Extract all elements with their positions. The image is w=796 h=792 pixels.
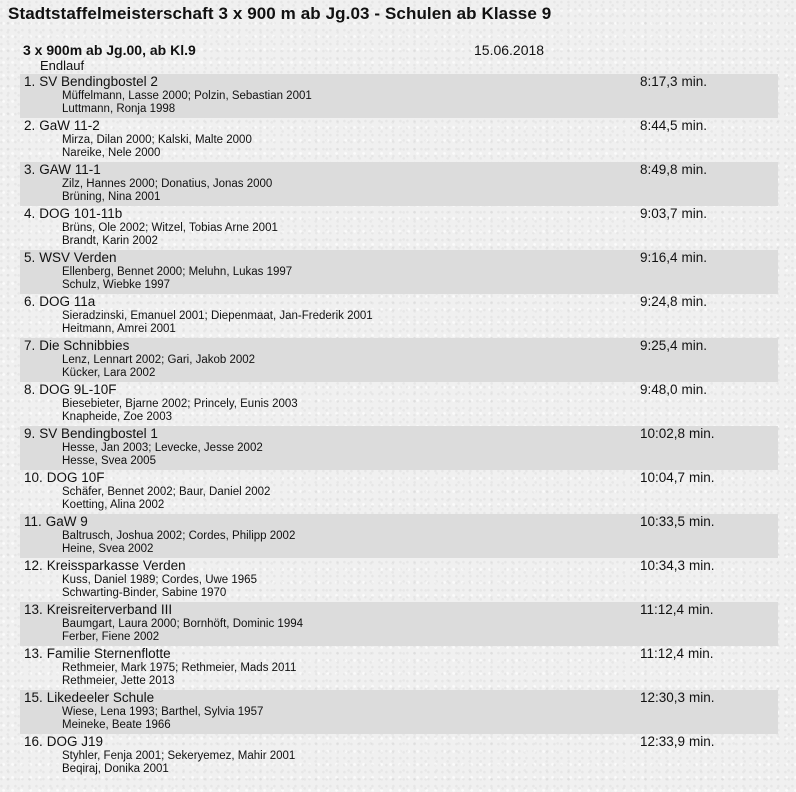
result-members-line2: Brandt, Karin 2002	[62, 235, 158, 247]
result-time-unit: min.	[681, 74, 708, 89]
result-time-cell	[640, 294, 707, 309]
result-row	[20, 558, 778, 602]
result-row	[20, 602, 778, 646]
result-time: 12:30,3	[640, 690, 686, 705]
result-time: 11:12,4	[640, 646, 685, 661]
result-members-line2: Hesse, Svea 2005	[62, 455, 156, 467]
result-row	[20, 426, 778, 470]
result-place-team	[24, 602, 172, 617]
result-team: DOG 9L-10F	[39, 382, 117, 397]
result-place-team	[24, 118, 100, 133]
result-time-unit: min.	[681, 382, 708, 397]
result-time-unit: min.	[681, 162, 708, 177]
result-members-line2: Knapheide, Zoe 2003	[62, 411, 172, 423]
result-place-team	[24, 74, 158, 89]
result-place-team	[24, 514, 88, 529]
result-members-line2: Schwarting-Binder, Sabine 1970	[62, 587, 227, 599]
result-members-line2: Brüning, Nina 2001	[62, 191, 161, 203]
result-team: Kreissparkasse Verden	[46, 558, 186, 573]
result-time-unit: min.	[689, 514, 715, 529]
result-time-cell	[640, 646, 714, 661]
result-members-line1: Schäfer, Bennet 2002; Baur, Daniel 2002	[62, 486, 271, 498]
result-time: 8:44,5	[640, 118, 678, 133]
result-place: 8.	[24, 382, 36, 397]
result-row	[20, 690, 778, 734]
result-time-unit: min.	[681, 206, 708, 221]
result-place: 13.	[24, 602, 43, 617]
result-row	[20, 74, 778, 118]
result-time-unit: min.	[689, 470, 715, 485]
result-members-line1: Müffelmann, Lasse 2000; Polzin, Sebastian 2001	[62, 90, 312, 102]
result-time: 8:17,3	[640, 74, 678, 89]
result-members-line1: Brüns, Ole 2002; Witzel, Tobias Arne 2001	[62, 222, 278, 234]
result-place: 12.	[24, 558, 43, 573]
result-place-team	[24, 646, 171, 661]
result-row	[20, 250, 778, 294]
result-place-team	[24, 250, 117, 265]
result-team: DOG J19	[46, 734, 104, 749]
result-team: Familie Sternenflotte	[46, 646, 171, 661]
result-members-line1: Lenz, Lennart 2002; Gari, Jakob 2002	[62, 354, 256, 366]
result-members-line2: Koetting, Alina 2002	[62, 499, 165, 511]
result-row	[20, 470, 778, 514]
result-team: SV Bendingbostel 2	[39, 74, 158, 89]
result-time: 9:25,4	[640, 338, 678, 353]
result-team: SV Bendingbostel 1	[39, 426, 158, 441]
result-place: 11.	[24, 514, 42, 529]
result-time-unit: min.	[681, 294, 708, 309]
result-place: 4.	[24, 206, 36, 221]
result-members-line1: Hesse, Jan 2003; Levecke, Jesse 2002	[62, 442, 263, 454]
result-time: 10:02,8	[640, 426, 686, 441]
result-time-unit: min.	[688, 602, 714, 617]
result-team: Kreisreiterverband III	[46, 602, 173, 617]
result-team: DOG 10F	[46, 470, 105, 485]
result-members-line2: Rethmeier, Jette 2013	[62, 675, 175, 687]
result-time: 12:33,9	[640, 734, 686, 749]
result-place-team	[24, 734, 103, 749]
result-members-line2: Heine, Svea 2002	[62, 543, 154, 555]
result-time: 9:16,4	[640, 250, 678, 265]
result-time: 10:04,7	[640, 470, 686, 485]
result-time-unit: min.	[689, 558, 715, 573]
round-label: Endlauf	[40, 58, 85, 73]
result-team: GAW 11-1	[39, 162, 101, 177]
result-members-line2: Ferber, Fiene 2002	[62, 631, 160, 643]
result-time: 10:33,5	[640, 514, 686, 529]
result-time-unit: min.	[681, 338, 708, 353]
result-place: 9.	[24, 426, 36, 441]
result-members-line2: Beqiraj, Donika 2001	[62, 763, 169, 775]
result-place: 13.	[24, 646, 43, 661]
result-time-cell	[640, 690, 715, 705]
result-row	[20, 514, 778, 558]
result-members-line2: Schulz, Wiebke 1997	[62, 279, 171, 291]
result-place-team	[24, 382, 117, 397]
results-list	[20, 74, 778, 778]
result-time-unit: min.	[689, 734, 715, 749]
result-members-line1: Mirza, Dilan 2000; Kalski, Malte 2000	[62, 134, 252, 146]
result-time: 10:34,3	[640, 558, 686, 573]
result-time-cell	[640, 74, 707, 89]
result-members-line2: Meineke, Beate 1966	[62, 719, 171, 731]
result-time-cell	[640, 382, 707, 397]
result-team: GaW 11-2	[39, 118, 100, 133]
result-members-line1: Ellenberg, Bennet 2000; Meluhn, Lukas 1997	[62, 266, 293, 278]
result-place-team	[24, 162, 101, 177]
result-time-unit: min.	[688, 646, 714, 661]
result-members-line2: Luttmann, Ronja 1998	[62, 103, 176, 115]
result-place-team	[24, 426, 158, 441]
result-place-team	[24, 206, 122, 221]
result-team: GaW 9	[45, 514, 88, 529]
result-row	[20, 734, 778, 778]
event-title: 3 x 900m ab Jg.00, ab Kl.9	[23, 42, 196, 58]
result-time-cell	[640, 734, 715, 749]
result-place: 2.	[24, 118, 36, 133]
result-members-line1: Zilz, Hannes 2000; Donatius, Jonas 2000	[62, 178, 273, 190]
page-title: Stadtstaffelmeisterschaft 3 x 900 m ab Jg.03 - Schulen ab Klasse 9	[8, 4, 552, 23]
result-place: 6.	[24, 294, 36, 309]
result-team: Die Schnibbies	[39, 338, 130, 353]
result-place: 3.	[24, 162, 36, 177]
result-place: 5.	[24, 250, 36, 265]
result-time-cell	[640, 426, 715, 441]
result-row	[20, 162, 778, 206]
result-time-unit: min.	[689, 426, 715, 441]
result-row	[20, 646, 778, 690]
result-time-cell	[640, 118, 707, 133]
result-time-cell	[640, 250, 707, 265]
result-time-cell	[640, 470, 715, 485]
result-team: Likedeeler Schule	[46, 690, 155, 705]
result-row	[20, 294, 778, 338]
result-time-cell	[640, 602, 714, 617]
result-place: 10.	[24, 470, 43, 485]
result-members-line1: Wiese, Lena 1993; Barthel, Sylvia 1957	[62, 706, 264, 718]
result-place-team	[24, 294, 95, 309]
result-place: 1.	[24, 74, 36, 89]
result-time: 9:24,8	[640, 294, 678, 309]
result-place-team	[24, 338, 129, 353]
result-time-unit: min.	[681, 250, 708, 265]
result-members-line1: Baltrusch, Joshua 2002; Cordes, Philipp 2002	[62, 530, 296, 542]
result-members-line2: Heitmann, Amrei 2001	[62, 323, 176, 335]
result-time-cell	[640, 514, 715, 529]
result-time: 9:03,7	[640, 206, 678, 221]
result-members-line2: Nareike, Nele 2000	[62, 147, 161, 159]
result-place: 16.	[24, 734, 43, 749]
event-date: 15.06.2018	[474, 42, 545, 58]
result-team: DOG 11a	[39, 294, 96, 309]
result-place: 15.	[24, 690, 43, 705]
result-members-line1: Rethmeier, Mark 1975; Rethmeier, Mads 2011	[62, 662, 297, 674]
result-time-cell	[640, 206, 707, 221]
result-members-line1: Styhler, Fenja 2001; Sekeryemez, Mahir 2001	[62, 750, 296, 762]
result-place-team	[24, 690, 154, 705]
result-place-team	[24, 470, 105, 485]
result-members-line2: Kücker, Lara 2002	[62, 367, 156, 379]
result-row	[20, 382, 778, 426]
result-time-cell	[640, 162, 707, 177]
result-time: 9:48,0	[640, 382, 678, 397]
result-members-line1: Kuss, Daniel 1989; Cordes, Uwe 1965	[62, 574, 257, 586]
result-row	[20, 118, 778, 162]
result-row	[20, 338, 778, 382]
result-place: 7.	[24, 338, 36, 353]
result-team: DOG 101-11b	[39, 206, 123, 221]
result-place-team	[24, 558, 186, 573]
result-team: WSV Verden	[39, 250, 117, 265]
result-time-unit: min.	[689, 690, 715, 705]
result-time: 8:49,8	[640, 162, 678, 177]
result-time-unit: min.	[681, 118, 708, 133]
result-time-cell	[640, 338, 707, 353]
result-members-line1: Biesebieter, Bjarne 2002; Princely, Eunis 2003	[62, 398, 298, 410]
result-time-cell	[640, 558, 715, 573]
result-members-line1: Baumgart, Laura 2000; Bornhöft, Dominic 1994	[62, 618, 304, 630]
result-row	[20, 206, 778, 250]
result-members-line1: Sieradzinski, Emanuel 2001; Diepenmaat, Jan-Frederik 2001	[62, 310, 373, 322]
result-time: 11:12,4	[640, 602, 685, 617]
